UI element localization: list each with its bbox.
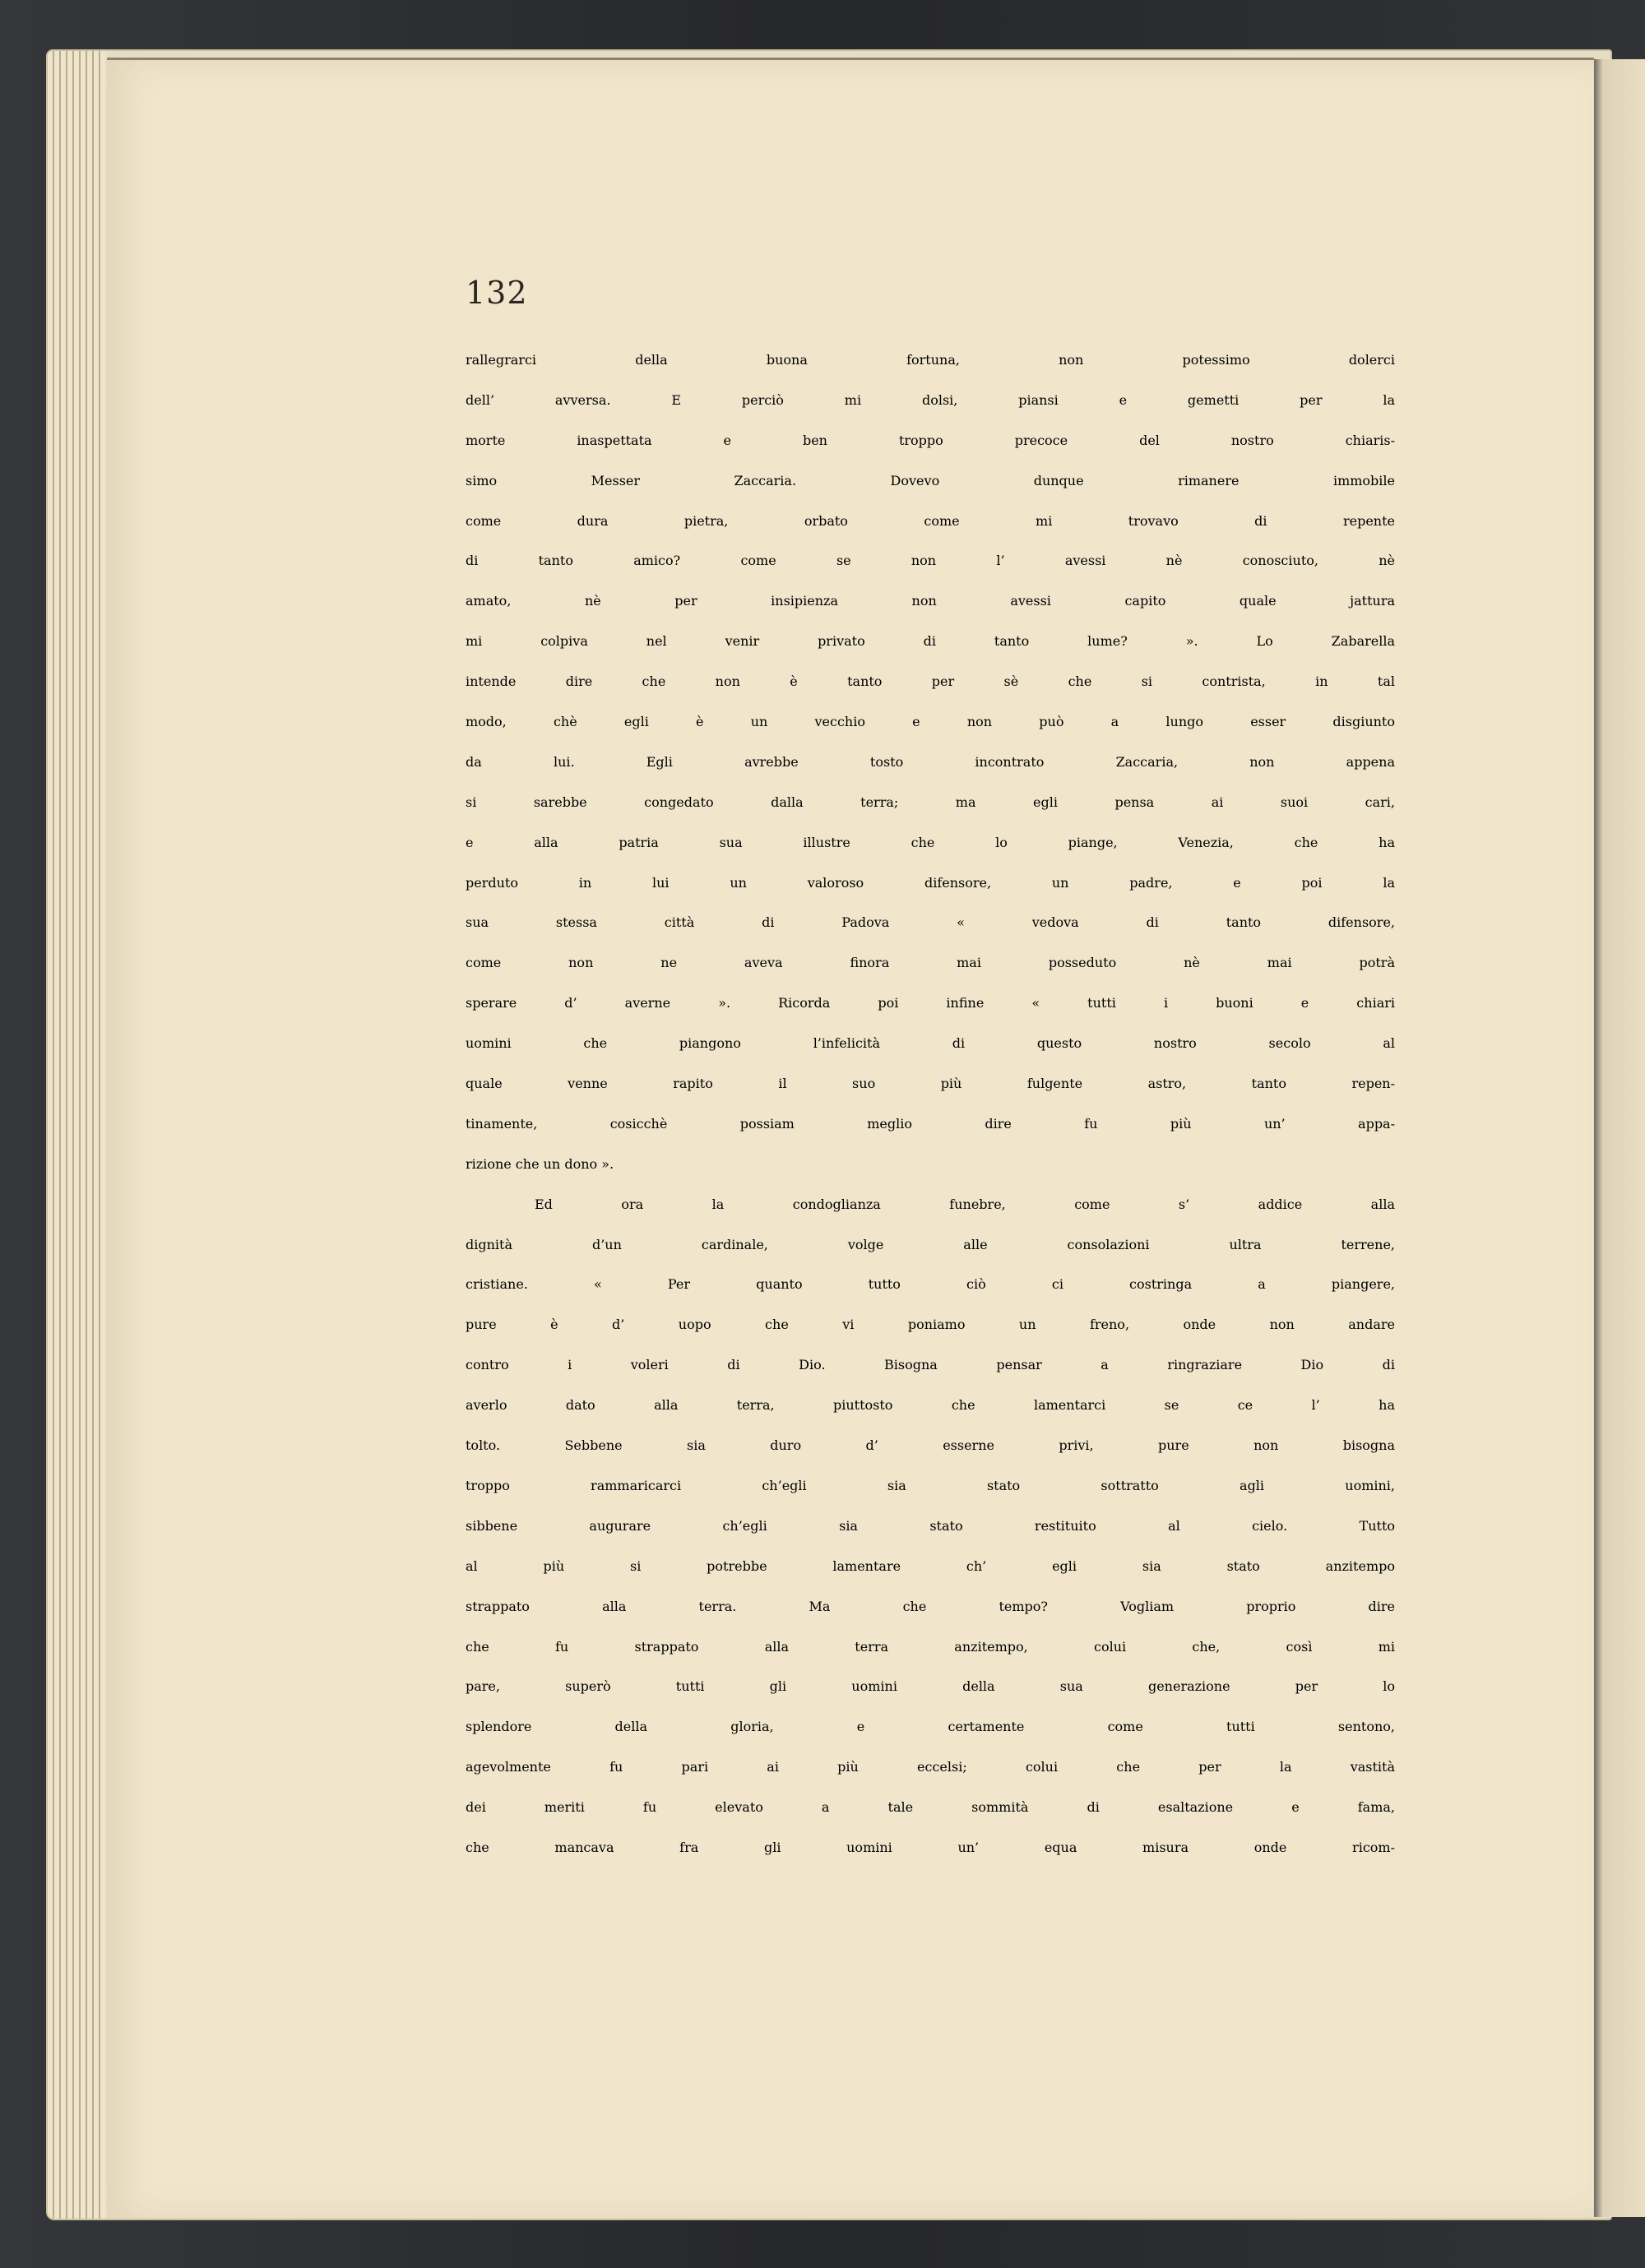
- facing-page-edge: [1592, 59, 1645, 2217]
- text-line: agevolmente fu pari ai più eccelsi; colui che per la vastità: [466, 1759, 1395, 1775]
- page-edges: [48, 51, 105, 2219]
- text-line: sua stessa città di Padova « vedova di tanto difensore,: [466, 914, 1395, 931]
- text-line: sperare d’ averne ». Ricorda poi infine « tutti i buoni e chiari: [466, 995, 1395, 1011]
- text-line: simo Messer Zaccaria. Dovevo dunque rimanere immobile: [466, 472, 1395, 488]
- text-line: si sarebbe congedato dalla terra; ma egli pensa ai suoi cari,: [466, 794, 1395, 810]
- text-line: cristiane. « Per quanto tutto ciò ci costringa a piangere,: [466, 1276, 1395, 1293]
- text-line: che fu strappato alla terra anzitempo, colui che, così mi: [466, 1638, 1395, 1655]
- text-line: rallegrarci della buona fortuna, non potessimo dolerci: [466, 352, 1395, 368]
- text-line: tolto. Sebbene sia duro d’ esserne privi, pure non bisogna: [466, 1437, 1395, 1454]
- page-number: 132: [466, 275, 528, 311]
- text-line: strappato alla terra. Ma che tempo? Vogliam proprio dire: [466, 1598, 1395, 1614]
- text-line: amato, nè per insipienza non avessi capito quale jattura: [466, 593, 1395, 609]
- text-line: sibbene augurare ch’egli sia stato restituito al cielo. Tutto: [466, 1517, 1395, 1534]
- text-line: morte inaspettata e ben troppo precoce del nostro chiaris-: [466, 432, 1395, 448]
- text-line: e alla patria sua illustre che lo piange, Venezia, che ha: [466, 834, 1395, 850]
- text-line: dell’ avversa. E perciò mi dolsi, piansi e gemetti per la: [466, 391, 1395, 408]
- text-line: mi colpiva nel venir privato di tanto lume? ». Lo Zabarella: [466, 633, 1395, 650]
- text-line: splendore della gloria, e certamente come tutti sentono,: [466, 1719, 1395, 1735]
- text-line: dignità d’un cardinale, volge alle consolazioni ultra terrene,: [466, 1236, 1395, 1252]
- text-line: che mancava fra gli uomini un’ equa misura onde ricom-: [466, 1839, 1395, 1855]
- text-line: da lui. Egli avrebbe tosto incontrato Zaccaria, non appena: [466, 753, 1395, 770]
- text-line: dei meriti fu elevato a tale sommità di esaltazione e fama,: [466, 1799, 1395, 1816]
- text-line: modo, chè egli è un vecchio e non può a lungo esser disgiunto: [466, 714, 1395, 730]
- text-line: troppo rammaricarci ch’egli sia stato sottratto agli uomini,: [466, 1477, 1395, 1493]
- text-line: pare, superò tutti gli uomini della sua generazione per lo: [466, 1678, 1395, 1695]
- text-line: di tanto amico? come se non l’ avessi nè conosciuto, nè: [466, 553, 1395, 569]
- text-line: contro i voleri di Dio. Bisogna pensar a ringraziare Dio di: [466, 1357, 1395, 1373]
- page-body-text: [466, 352, 1395, 1880]
- text-line: quale venne rapito il suo più fulgente astro, tanto repen-: [466, 1076, 1395, 1092]
- text-line: tinamente, cosicchè possiam meglio dire fu più un’ appa-: [466, 1115, 1395, 1132]
- text-line: Ed ora la condoglianza funebre, come s’ addice alla: [535, 1196, 1395, 1212]
- text-line: al più si potrebbe lamentare ch’ egli sia stato anzitempo: [466, 1558, 1395, 1574]
- text-line: intende dire che non è tanto per sè che si contrista, in tal: [466, 673, 1395, 690]
- text-line: come non ne aveva finora mai posseduto nè mai potrà: [466, 955, 1395, 971]
- text-line: rizione che un dono ».: [466, 1155, 614, 1172]
- text-line: uomini che piangono l’infelicità di questo nostro secolo al: [466, 1035, 1395, 1052]
- text-line: pure è d’ uopo che vi poniamo un freno, onde non andare: [466, 1317, 1395, 1333]
- text-line: come dura pietra, orbato come mi trovavo di repente: [466, 512, 1395, 529]
- text-line: perduto in lui un valoroso difensore, un padre, e poi la: [466, 874, 1395, 891]
- text-line: averlo dato alla terra, piuttosto che lamentarci se ce l’ ha: [466, 1397, 1395, 1414]
